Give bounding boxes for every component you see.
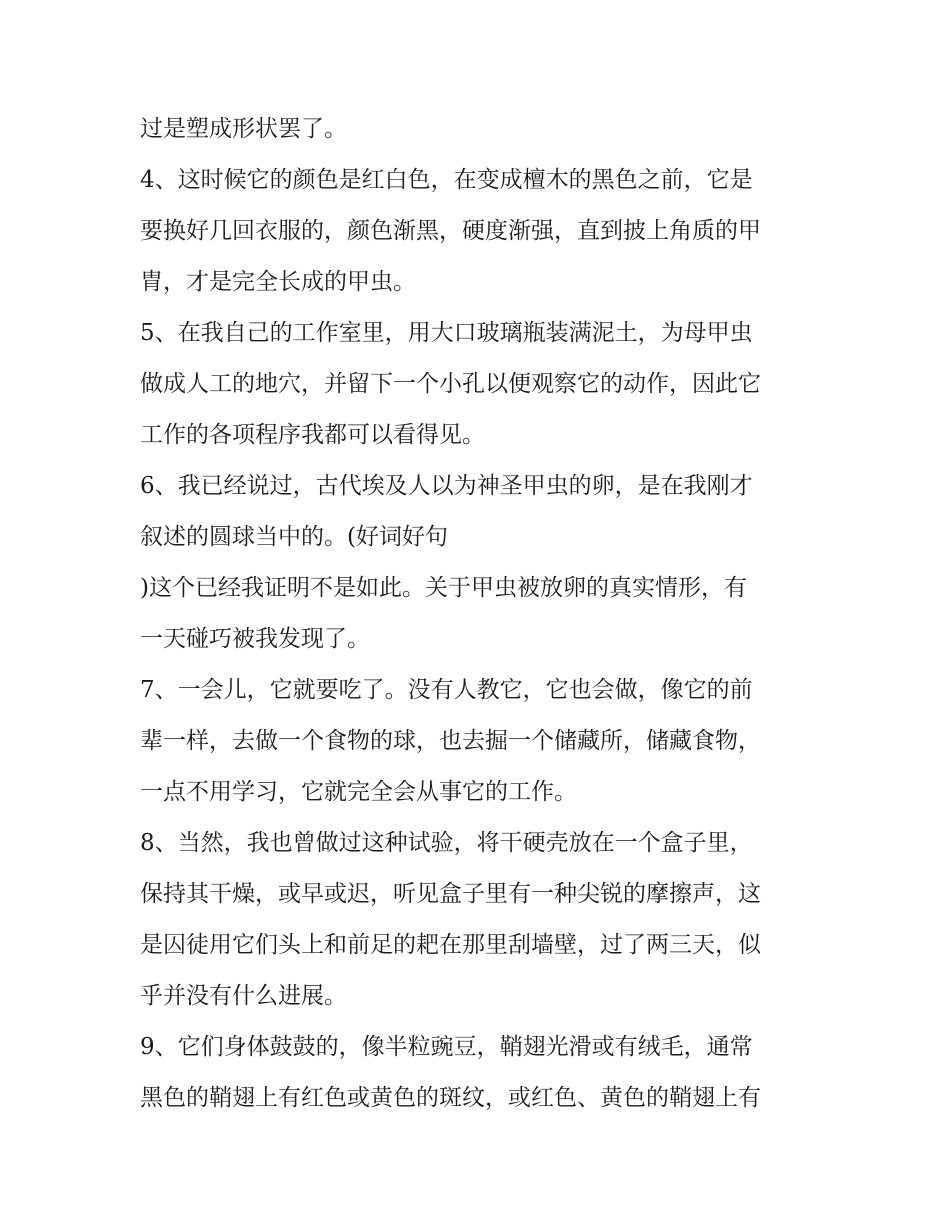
document-body — [140, 104, 830, 1124]
text-line: 7、一会儿，它就要吃了。没有人教它，它也会做，像它的前 — [140, 677, 753, 703]
text-line: 工作的各项程序我都可以看得见。 — [140, 422, 485, 448]
text-line: 8、当然，我也曾做过这种试验，将干硬壳放在一个盒子里， — [140, 830, 753, 856]
text-line: 是囚徒用它们头上和前足的耙在那里刮墙壁，过了两三天，似 — [140, 932, 761, 958]
text-line: 乎并没有什么进展。 — [140, 983, 347, 1009]
text-line: 要换好几回衣服的，颜色渐黑，硬度渐强，直到披上角质的甲 — [140, 218, 761, 244]
text-line: 黑色的鞘翅上有红色或黄色的斑纹，或红色、黄色的鞘翅上有 — [140, 1085, 761, 1111]
text-line: 过是塑成形状罢了。 — [140, 116, 347, 142]
text-line: 9、它们身体鼓鼓的，像半粒豌豆，鞘翅光滑或有绒毛，通常 — [140, 1034, 753, 1060]
text-line: 5、在我自己的工作室里，用大口玻璃瓶装满泥土，为母甲虫 — [140, 320, 753, 346]
text-line: )这个已经我证明不是如此。关于甲虫被放卵的真实情形，有 — [140, 575, 747, 601]
text-line: 保持其干燥，或早或迟，听见盒子里有一种尖锐的摩擦声，这 — [140, 881, 761, 907]
text-line: 6、我已经说过，古代埃及人以为神圣甲虫的卵，是在我刚才 — [140, 473, 753, 499]
text-line: 做成人工的地穴，并留下一个小孔以便观察它的动作，因此它 — [140, 371, 761, 397]
text-line: 叙述的圆球当中的。(好词好句 — [140, 524, 448, 550]
text-line: 一天碰巧被我发现了。 — [140, 626, 370, 652]
text-line: 4、这时候它的颜色是红白色，在变成檀木的黑色之前，它是 — [140, 167, 753, 193]
text-line: 胄，才是完全长成的甲虫。 — [140, 269, 416, 295]
text-line: 一点不用学习，它就完全会从事它的工作。 — [140, 779, 577, 805]
text-line: 辈一样，去做一个食物的球，也去掘一个储藏所，储藏食物， — [140, 728, 761, 754]
